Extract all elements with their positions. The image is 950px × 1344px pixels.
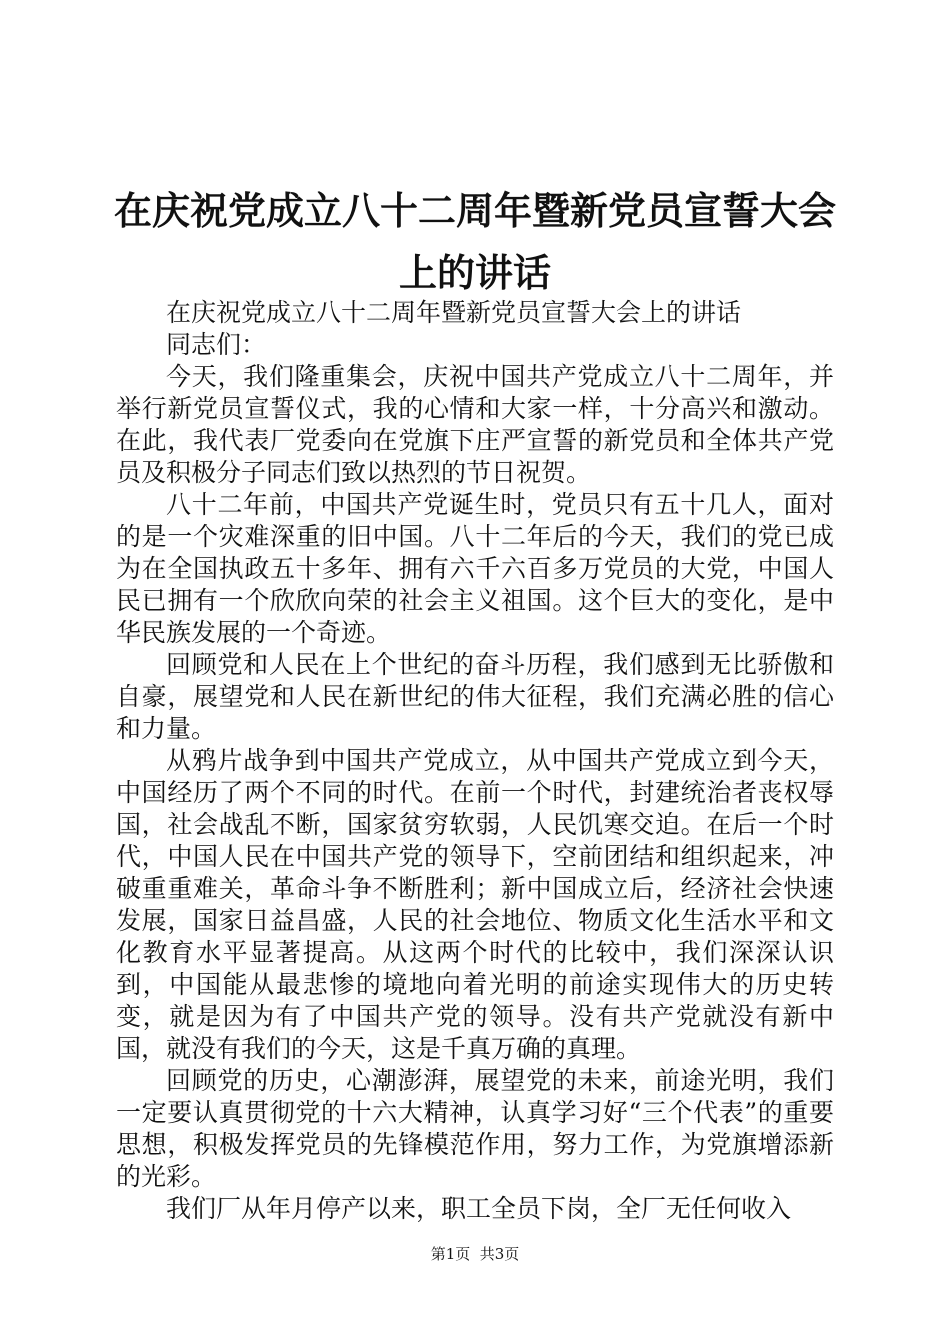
body-paragraph: 八十二年前，中国共产党诞生时，党员只有五十几人，面对的是一个灾难深重的旧中国。八十二年后的今天，我们的党已成为在全国执政五十多年、拥有六千六百多万党员的大党，中国人民已拥有一个欣欣向荣的社会主义祖国。这个巨大的变化，是中华民族发展的一个奇迹。: [116, 490, 834, 647]
body-paragraph: 回顾党和人民在上个世纪的奋斗历程，我们感到无比骄傲和自豪，展望党和人民在新世纪的伟大征程，我们充满必胜的信心和力量。: [116, 650, 834, 743]
subtitle-paragraph: 在庆祝党成立八十二周年暨新党员宣誓大会上的讲话: [166, 298, 742, 327]
page-footer: [0, 1243, 950, 1265]
page-number: 第1页 共3页: [430, 1245, 520, 1263]
body-paragraph: 从鸦片战争到中国共产党成立，从中国共产党成立到今天，中国经历了两个不同的时代。在前一个时代，封建统治者丧权辱国，社会战乱不断，国家贫穷软弱，人民饥寒交迫。在后一个时代，中国人民在中国共产党的领导下，空前团结和组织起来，冲破重重难关，革命斗争不断胜利；新中国成立后，经济社会快速发展，国家日益昌盛，人民的社会地位、物质文化生活水平和文化教育水平显著提高。从这两个时代的比较中，我们深深认识到，中国能从最悲惨的境地向着光明的前途实现伟大的历史转变，就是因为有了中国共产党的领导。没有共产党就没有新中国，就没有我们的今天，这是千真万确的真理。: [116, 746, 834, 1063]
body-paragraph: 今天，我们隆重集会，庆祝中国共产党成立八十二周年，并举行新党员宣誓仪式，我的心情和大家一样，十分高兴和激动。在此，我代表厂党委向在党旗下庄严宣誓的新党员和全体共产党员及积极分子同志们致以热烈的节日祝贺。: [116, 362, 834, 487]
document-body: [116, 297, 834, 1225]
body-paragraph: 回顾党的历史，心潮澎湃，展望党的未来，前途光明，我们一定要认真贯彻党的十六大精神，认真学习好“三个代表”的重要思想，积极发挥党员的先锋模范作用，努力工作，为党旗增添新的光彩。: [116, 1066, 834, 1191]
salutation-paragraph: 同志们：: [166, 330, 267, 359]
document-title: 在庆祝党成立八十二周年暨新党员宣誓大会上的讲话: [113, 188, 836, 295]
body-paragraph: 我们厂从年月停产以来，职工全员下岗，全厂无任何收入: [166, 1194, 792, 1223]
